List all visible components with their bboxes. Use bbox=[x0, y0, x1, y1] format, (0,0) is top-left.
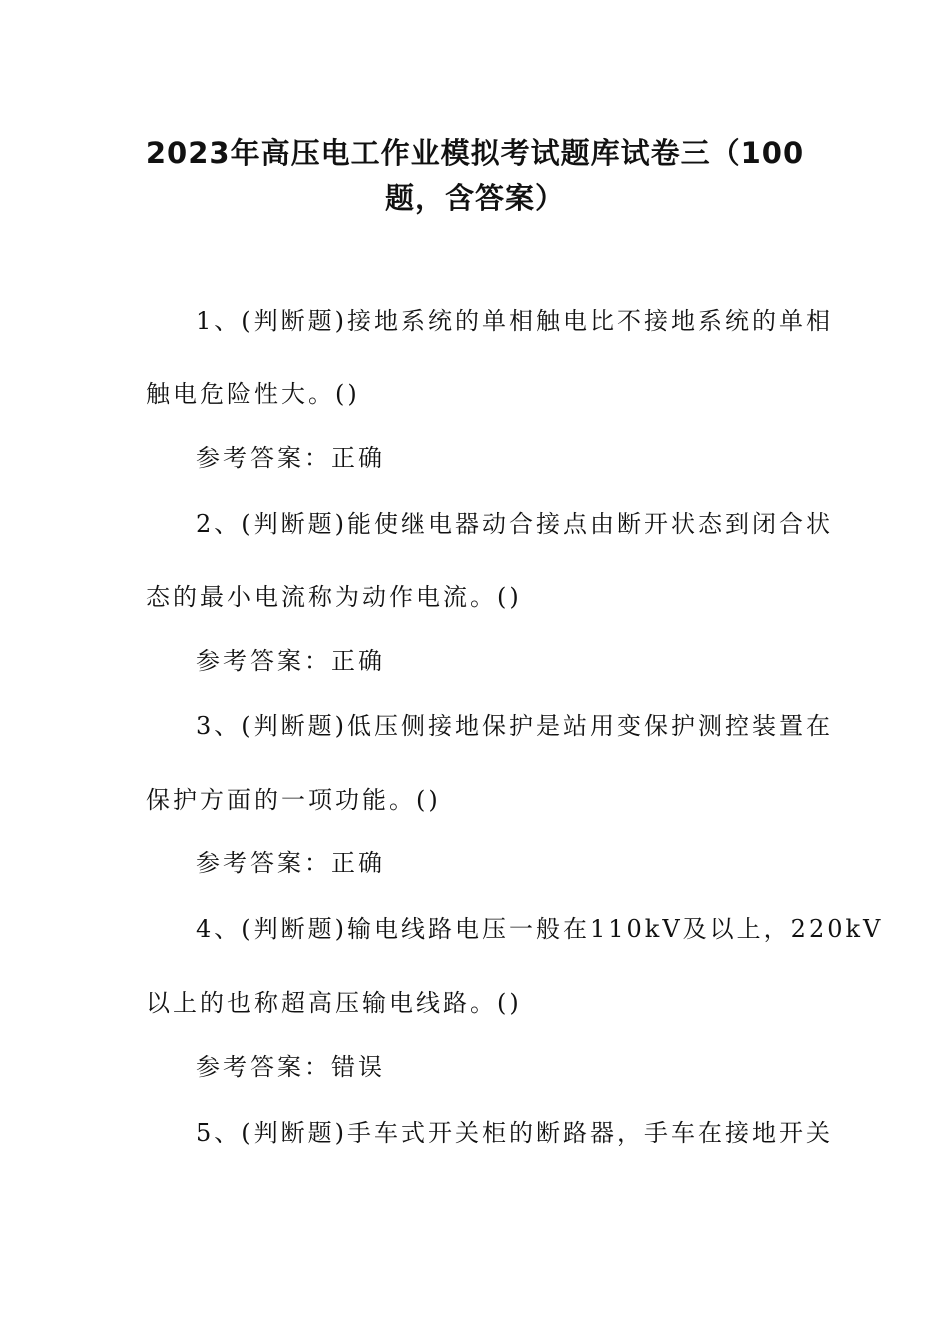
question-1-line-2: 触电危险性大。() bbox=[146, 380, 360, 408]
question-3-line-2: 保护方面的一项功能。() bbox=[146, 786, 441, 814]
question-3-line-1: 3、(判断题)低压侧接地保护是站用变保护测控装置在 bbox=[196, 712, 833, 740]
question-1-line-1: 1、(判断题)接地系统的单相触电比不接地系统的单相 bbox=[196, 307, 833, 335]
question-5-line-1: 5、(判断题)手车式开关柜的断路器，手车在接地开关 bbox=[196, 1119, 833, 1147]
question-4-line-2: 以上的也称超高压输电线路。() bbox=[146, 989, 522, 1017]
question-4-line-1: 4、(判断题)输电线路电压一般在110kV及以上，220kV bbox=[196, 915, 884, 943]
question-2-line-1: 2、(判断题)能使继电器动合接点由断开状态到闭合状 bbox=[196, 510, 833, 538]
document-title-line-2: 题，含答案） bbox=[384, 181, 565, 215]
question-2-answer: 参考答案：正确 bbox=[196, 647, 385, 675]
document-title-line-1: 2023年高压电工作业模拟考试题库试卷三（100 bbox=[145, 136, 805, 170]
question-3-answer: 参考答案：正确 bbox=[196, 849, 385, 877]
question-4-answer: 参考答案：错误 bbox=[196, 1053, 385, 1081]
question-2-line-2: 态的最小电流称为动作电流。() bbox=[146, 583, 522, 611]
question-1-answer: 参考答案：正确 bbox=[196, 444, 385, 472]
